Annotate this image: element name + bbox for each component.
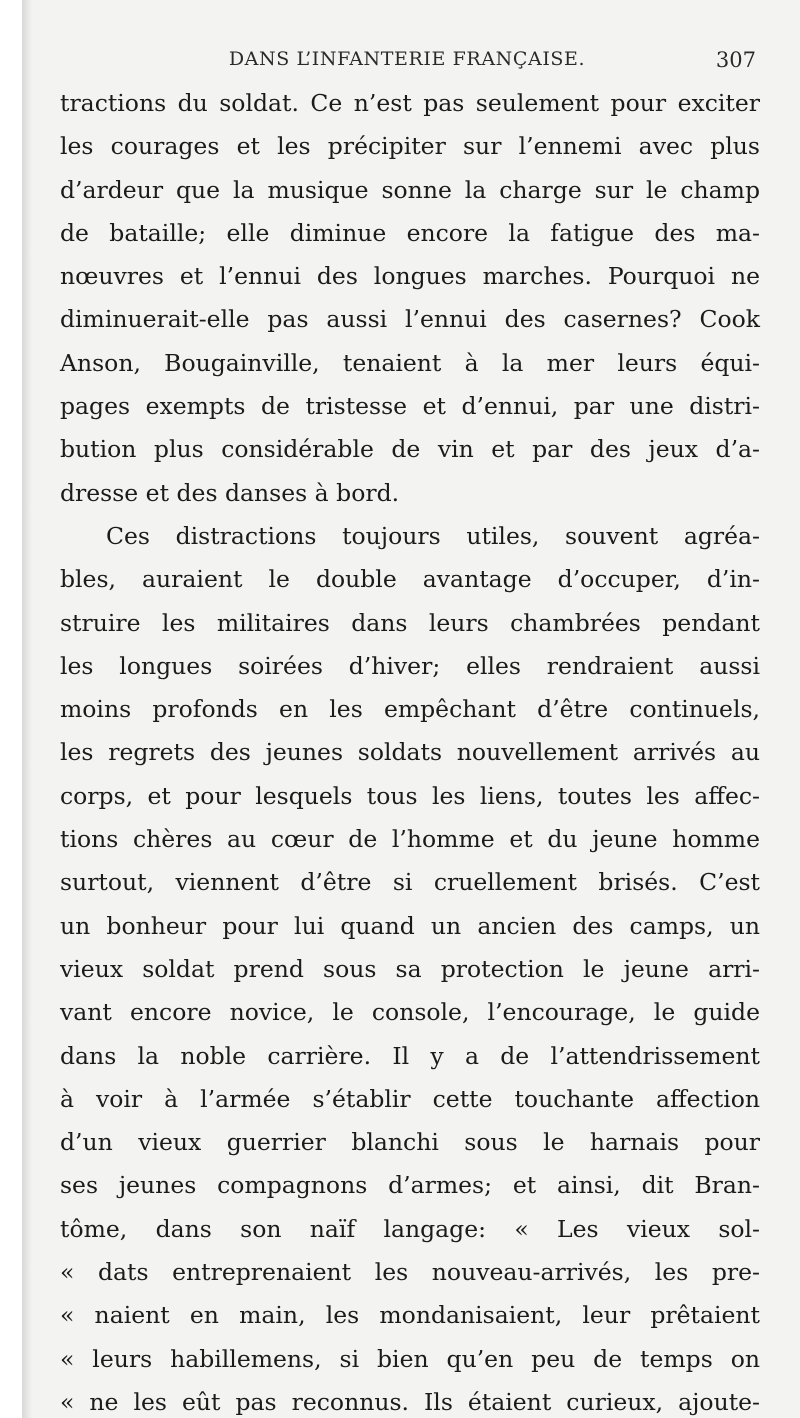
text-line: bles, auraient le double avantage d’occuper, d’in- — [60, 565, 760, 594]
text-line: vant encore novice, le console, l’encourage, le guide — [60, 998, 760, 1027]
text-line: tions chères au cœur de l’homme et du jeune homme — [60, 825, 760, 854]
text-line: à voir à l’armée s’établir cette touchante affection — [60, 1084, 760, 1113]
text-line: dans la noble carrière. Il y a de l’attendrissement — [60, 1041, 760, 1070]
text-line: nœuvres et l’ennui des longues marches. Pourquoi ne — [60, 262, 760, 291]
paragraph-end-line: dresse et des danses à bord. — [60, 478, 400, 507]
text-line: surtout, viennent d’être si cruellement brisés. C’est — [60, 868, 760, 897]
text-line: « dats entreprenaient les nouveau-arrivés, les pre- — [60, 1258, 760, 1287]
page-number: 307 — [715, 48, 756, 72]
text-line: « naient en main, les mondanisaient, leur prêtaient — [60, 1301, 760, 1330]
text-line: vieux soldat prend sous sa protection le jeune arri- — [60, 954, 760, 983]
text-line: corps, et pour lesquels tous les liens, toutes les affec- — [60, 781, 760, 810]
text-line: pages exempts de tristesse et d’ennui, par une distri- — [60, 392, 760, 421]
paragraph-start-line: Ces distractions toujours utiles, souvent agréa- — [106, 521, 760, 550]
text-line: d’ardeur que la musique sonne la charge sur le champ — [60, 175, 760, 204]
text-line: tractions du soldat. Ce n’est pas seulement pour exciter — [60, 89, 760, 117]
text-line: diminuerait-elle pas aussi l’ennui des casernes? Cook — [60, 305, 760, 334]
text-line: les courages et les précipiter sur l’ennemi avec plus — [60, 132, 760, 161]
text-line: ses jeunes compagnons d’armes; et ainsi, dit Bran- — [60, 1171, 760, 1200]
running-head: DANS L’INFANTERIE FRANÇAISE. — [228, 48, 586, 70]
book-page — [22, 0, 800, 1418]
text-line: struire les militaires dans leurs chambrées pendant — [60, 608, 760, 637]
text-line: les longues soirées d’hiver; elles rendraient aussi — [60, 651, 760, 680]
text-line: tôme, dans son naïf langage: « Les vieux sol- — [60, 1214, 760, 1243]
text-line: bution plus considérable de vin et par des jeux d’a- — [60, 435, 760, 464]
text-line: les regrets des jeunes soldats nouvellement arrivés au — [60, 738, 760, 767]
text-line: de bataille; elle diminue encore la fatigue des ma- — [60, 218, 760, 247]
page-header — [58, 48, 756, 78]
body-text — [60, 82, 760, 1418]
text-line: moins profonds en les empêchant d’être continuels, — [60, 695, 760, 724]
text-line: Anson, Bougainville, tenaient à la mer leurs équi- — [60, 348, 760, 377]
text-line: « ne les eût pas reconnus. Ils étaient curieux, ajoute- — [60, 1387, 760, 1416]
text-line: d’un vieux guerrier blanchi sous le harnais pour — [60, 1128, 760, 1157]
text-line: un bonheur pour lui quand un ancien des camps, un — [60, 911, 760, 940]
text-line: « leurs habillemens, si bien qu’en peu de temps on — [60, 1344, 760, 1373]
